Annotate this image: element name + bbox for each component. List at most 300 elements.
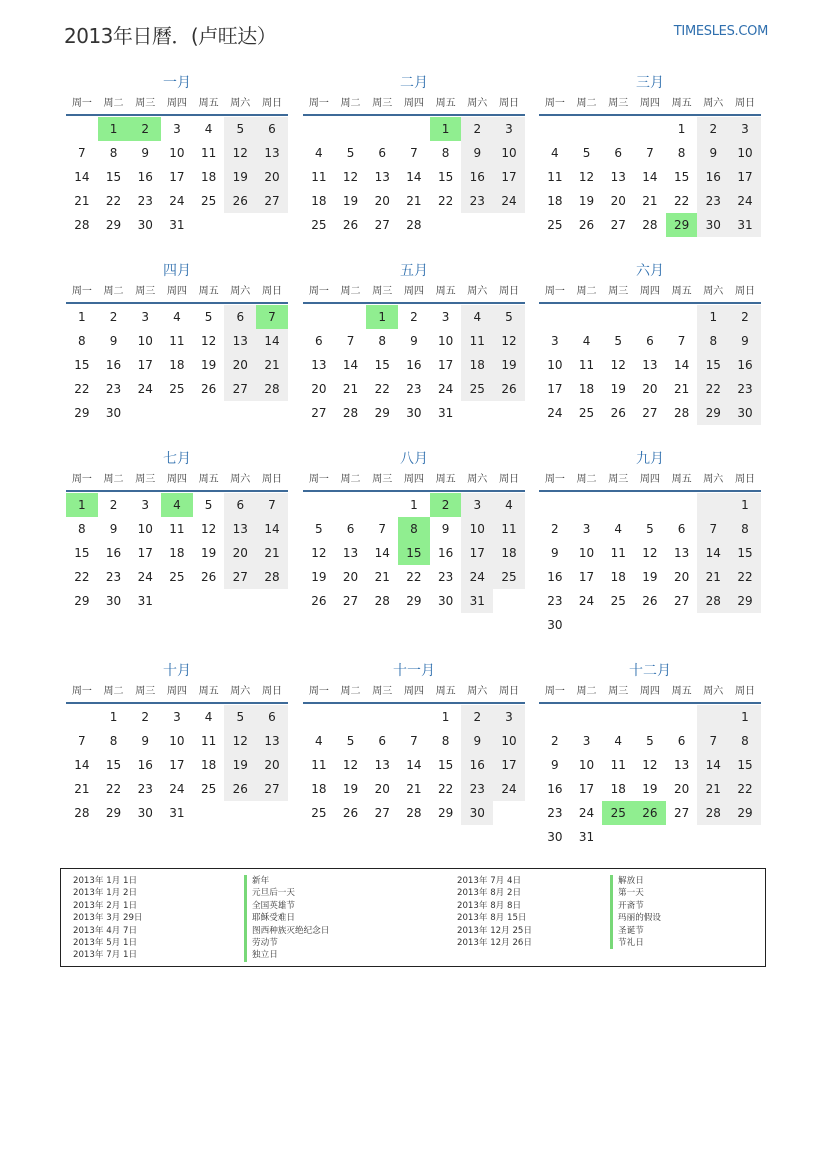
- weekday-label: 周三: [135, 474, 156, 485]
- day-cell: 5: [582, 146, 591, 160]
- month-8: [303, 448, 525, 613]
- day-cell: 8: [78, 522, 86, 536]
- day-cell: 6: [224, 305, 256, 329]
- day-cell: 25: [461, 377, 493, 401]
- weekday-label: 周六: [703, 686, 724, 697]
- holiday-legend: [60, 868, 766, 967]
- day-cell: 1: [109, 710, 118, 724]
- day-cell: 26: [642, 594, 658, 608]
- empty-cell: [366, 493, 398, 517]
- day-cell: 28: [256, 565, 288, 589]
- legend-holiday-name: 圣诞节: [618, 925, 644, 936]
- day-cell: 29: [729, 589, 761, 613]
- day-cell: 14: [642, 170, 658, 184]
- weekday-header: [66, 94, 288, 116]
- weekday-label: 周五: [198, 686, 219, 697]
- day-cell: 30: [105, 406, 122, 420]
- month-12: [539, 660, 761, 849]
- day-cell: 7: [697, 517, 729, 541]
- day-cell: 3: [582, 522, 591, 536]
- weekday-label: 周一: [71, 474, 92, 485]
- day-cell: 15: [437, 170, 454, 184]
- weekday-label: 周一: [71, 286, 92, 297]
- legend-holiday-name: 开斋节: [618, 900, 644, 911]
- day-cell: 28: [256, 377, 288, 401]
- day-cell: 19: [578, 194, 595, 208]
- day-cell: 30: [697, 213, 729, 237]
- day-cell: 23: [461, 777, 493, 801]
- day-cell: 25: [169, 570, 185, 584]
- weekday-label: 周五: [671, 474, 692, 485]
- day-cell: 16: [461, 165, 493, 189]
- day-cell: 13: [256, 141, 288, 165]
- day-cell: 4: [614, 522, 623, 536]
- empty-cell: [697, 705, 729, 729]
- weekday-label: 周五: [198, 474, 219, 485]
- legend-right-dates: [457, 875, 532, 949]
- day-cell: 6: [378, 734, 387, 748]
- day-cell: 2: [461, 117, 493, 141]
- day-cell: 22: [406, 570, 422, 584]
- day-cell: 1: [430, 117, 462, 141]
- day-cell: 12: [224, 729, 256, 753]
- legend-holiday-name: 耶稣受难日: [252, 913, 295, 924]
- day-cell: 23: [105, 382, 122, 396]
- day-cell: 16: [105, 358, 122, 372]
- legend-holiday-name: 全国英雄节: [252, 900, 295, 911]
- weekday-label: 周一: [71, 98, 92, 109]
- day-cell: 10: [578, 546, 595, 560]
- day-cell: 25: [200, 194, 217, 208]
- day-cell: 17: [578, 782, 595, 796]
- day-cell: 11: [200, 734, 217, 748]
- empty-cell: [634, 305, 666, 329]
- day-cell: 20: [311, 382, 327, 396]
- day-cell: 20: [673, 570, 690, 584]
- empty-cell: [602, 117, 634, 141]
- brand-link[interactable]: TIMESLES.COM: [673, 24, 768, 39]
- weekday-label: 周四: [403, 98, 424, 109]
- empty-cell: [539, 305, 571, 329]
- day-cell: 28: [74, 218, 90, 232]
- day-cell: 26: [493, 377, 525, 401]
- day-cell: 10: [729, 141, 761, 165]
- day-cell: 27: [256, 777, 288, 801]
- day-cell: 17: [461, 541, 493, 565]
- day-cell: 23: [105, 570, 122, 584]
- day-cell: 12: [342, 170, 359, 184]
- day-cell: 13: [374, 758, 390, 772]
- day-cell: 10: [169, 734, 185, 748]
- day-cell: 29: [374, 406, 390, 420]
- day-cell: 13: [311, 358, 327, 372]
- day-cell: 12: [642, 546, 658, 560]
- month-5: [303, 260, 525, 425]
- weekday-label: 周二: [576, 686, 597, 697]
- day-cell: 22: [437, 194, 454, 208]
- day-cell: 19: [342, 782, 359, 796]
- empty-cell: [335, 705, 367, 729]
- day-cell: 18: [610, 782, 626, 796]
- empty-cell: [335, 117, 367, 141]
- day-cell: 20: [256, 753, 288, 777]
- empty-cell: [539, 117, 571, 141]
- day-cell: 8: [441, 146, 450, 160]
- weekday-label: 周日: [261, 686, 282, 697]
- day-cell: 11: [200, 146, 217, 160]
- day-cell: 7: [410, 734, 418, 748]
- day-cell: 22: [673, 194, 690, 208]
- weekday-label: 周六: [230, 686, 251, 697]
- weekday-label: 周五: [671, 98, 692, 109]
- day-cell: 13: [224, 329, 256, 353]
- weekday-label: 周三: [608, 286, 629, 297]
- weekday-label: 周五: [435, 98, 456, 109]
- legend-holiday-name: 元旦后一天: [252, 888, 295, 899]
- day-cell: 22: [697, 377, 729, 401]
- day-cell: 24: [169, 782, 185, 796]
- empty-cell: [539, 493, 571, 517]
- day-cell: 24: [137, 570, 153, 584]
- legend-holiday-name: 新年: [252, 876, 270, 886]
- day-cell: 15: [729, 541, 761, 565]
- empty-cell: [303, 493, 335, 517]
- day-cell: 6: [614, 146, 623, 160]
- day-cell: 31: [137, 594, 153, 608]
- day-cell: 21: [697, 777, 729, 801]
- day-cell: 8: [109, 734, 118, 748]
- day-cell: 23: [137, 194, 153, 208]
- day-cell: 7: [697, 729, 729, 753]
- day-cell: 16: [461, 753, 493, 777]
- day-cell: 26: [634, 801, 666, 825]
- day-cell: 9: [141, 146, 150, 160]
- weekday-label: 周六: [703, 474, 724, 485]
- day-cell: 29: [105, 806, 122, 820]
- day-cell: 15: [673, 170, 690, 184]
- day-cell: 26: [200, 570, 217, 584]
- day-cell: 21: [406, 782, 422, 796]
- day-grid: [66, 305, 288, 425]
- day-cell: 27: [224, 377, 256, 401]
- day-cell: 5: [646, 734, 654, 748]
- day-cell: 1: [366, 305, 398, 329]
- day-cell: 8: [78, 334, 86, 348]
- day-cell: 14: [406, 758, 422, 772]
- day-cell: 16: [406, 358, 422, 372]
- day-grid: [539, 705, 761, 849]
- empty-cell: [634, 705, 666, 729]
- day-cell: 20: [374, 782, 390, 796]
- day-cell: 20: [642, 382, 658, 396]
- day-grid: [303, 117, 525, 237]
- day-cell: 25: [169, 382, 185, 396]
- weekday-label: 周二: [103, 474, 124, 485]
- day-cell: 22: [105, 782, 122, 796]
- day-cell: 17: [437, 358, 454, 372]
- day-cell: 8: [378, 334, 387, 348]
- weekday-label: 周三: [608, 98, 629, 109]
- day-cell: 30: [729, 401, 761, 425]
- day-cell: 11: [461, 329, 493, 353]
- day-cell: 17: [137, 546, 153, 560]
- empty-cell: [666, 305, 698, 329]
- month-name: 六月: [636, 263, 664, 279]
- day-cell: 11: [578, 358, 595, 372]
- day-cell: 16: [437, 546, 454, 560]
- day-cell: 8: [109, 146, 118, 160]
- day-cell: 9: [109, 522, 118, 536]
- day-cell: 5: [204, 498, 213, 512]
- day-cell: 17: [729, 165, 761, 189]
- day-cell: 31: [578, 830, 595, 844]
- day-cell: 13: [673, 546, 690, 560]
- day-cell: 5: [493, 305, 525, 329]
- day-cell: 18: [169, 358, 185, 372]
- day-cell: 4: [161, 493, 193, 517]
- weekday-label: 周六: [467, 474, 488, 485]
- day-cell: 2: [461, 705, 493, 729]
- day-cell: 15: [437, 758, 454, 772]
- day-cell: 22: [729, 777, 761, 801]
- day-cell: 29: [729, 801, 761, 825]
- empty-cell: [602, 493, 634, 517]
- day-cell: 5: [646, 522, 654, 536]
- weekday-header: [303, 282, 525, 304]
- month-9: [539, 448, 761, 637]
- day-grid: [66, 117, 288, 237]
- day-cell: 27: [256, 189, 288, 213]
- day-cell: 30: [437, 594, 454, 608]
- weekday-header: [303, 682, 525, 704]
- day-cell: 6: [224, 493, 256, 517]
- month-name: 一月: [163, 75, 191, 91]
- weekday-label: 周二: [576, 98, 597, 109]
- legend-date: 2013年 2月 1日: [73, 900, 138, 911]
- day-cell: 8: [697, 329, 729, 353]
- weekday-header: [66, 470, 288, 492]
- day-cell: 25: [200, 782, 217, 796]
- day-cell: 1: [441, 710, 450, 724]
- legend-date: 2013年 8月 2日: [457, 888, 522, 899]
- month-11: [303, 660, 525, 825]
- day-cell: 29: [666, 213, 698, 237]
- day-cell: 27: [610, 218, 626, 232]
- day-cell: 21: [74, 782, 90, 796]
- day-cell: 2: [697, 117, 729, 141]
- empty-cell: [602, 705, 634, 729]
- weekday-label: 周五: [198, 286, 219, 297]
- day-cell: 29: [105, 218, 122, 232]
- day-cell: 6: [346, 522, 355, 536]
- day-cell: 25: [311, 806, 327, 820]
- day-cell: 30: [406, 406, 422, 420]
- weekday-label: 周二: [576, 286, 597, 297]
- day-cell: 11: [610, 758, 626, 772]
- weekday-label: 周一: [544, 474, 565, 485]
- weekday-label: 周六: [467, 98, 488, 109]
- day-cell: 28: [374, 594, 390, 608]
- day-cell: 1: [677, 122, 686, 136]
- day-cell: 3: [582, 734, 591, 748]
- weekday-label: 周日: [261, 286, 282, 297]
- day-cell: 31: [169, 218, 185, 232]
- day-cell: 15: [398, 541, 430, 565]
- weekday-header: [539, 682, 761, 704]
- day-cell: 13: [342, 546, 359, 560]
- day-cell: 8: [441, 734, 450, 748]
- weekday-header: [539, 470, 761, 492]
- day-cell: 8: [729, 729, 761, 753]
- month-name: 十月: [163, 663, 191, 679]
- legend-holiday-name: 劳动节: [252, 937, 278, 948]
- day-cell: 14: [697, 541, 729, 565]
- day-cell: 6: [677, 522, 686, 536]
- empty-cell: [571, 117, 603, 141]
- day-cell: 15: [105, 758, 122, 772]
- day-cell: 9: [410, 334, 418, 348]
- legend-date: 2013年 3月 29日: [73, 913, 143, 924]
- empty-cell: [66, 705, 98, 729]
- month-name: 九月: [636, 451, 664, 467]
- day-cell: 30: [105, 594, 122, 608]
- weekday-label: 周日: [261, 474, 282, 485]
- weekday-header: [539, 282, 761, 304]
- day-cell: 20: [256, 165, 288, 189]
- empty-cell: [66, 117, 98, 141]
- day-cell: 17: [547, 382, 563, 396]
- weekday-label: 周五: [435, 474, 456, 485]
- day-cell: 4: [173, 310, 181, 324]
- day-cell: 14: [342, 358, 359, 372]
- day-cell: 7: [646, 146, 654, 160]
- day-grid: [539, 117, 761, 237]
- day-cell: 21: [406, 194, 422, 208]
- day-cell: 17: [493, 753, 525, 777]
- day-cell: 18: [578, 382, 595, 396]
- day-cell: 25: [602, 801, 634, 825]
- weekday-label: 周四: [639, 474, 660, 485]
- day-cell: 17: [169, 170, 185, 184]
- day-cell: 1: [66, 493, 98, 517]
- day-cell: 9: [109, 334, 118, 348]
- month-name: 五月: [400, 263, 428, 279]
- day-grid: [539, 493, 761, 637]
- day-cell: 15: [374, 358, 390, 372]
- month-name: 三月: [636, 75, 664, 91]
- empty-cell: [602, 305, 634, 329]
- day-cell: 16: [697, 165, 729, 189]
- weekday-header: [66, 682, 288, 704]
- day-cell: 1: [78, 310, 86, 324]
- weekday-label: 周日: [261, 98, 282, 109]
- weekday-label: 周日: [498, 286, 519, 297]
- day-cell: 13: [256, 729, 288, 753]
- day-cell: 28: [74, 806, 90, 820]
- weekday-label: 周三: [372, 686, 393, 697]
- legend-date: 2013年 12月 25日: [457, 925, 532, 936]
- day-cell: 21: [256, 353, 288, 377]
- day-cell: 20: [224, 541, 256, 565]
- day-cell: 27: [342, 594, 359, 608]
- weekday-label: 周三: [135, 286, 156, 297]
- weekday-label: 周六: [467, 686, 488, 697]
- day-cell: 18: [547, 194, 563, 208]
- weekday-label: 周五: [671, 286, 692, 297]
- day-cell: 16: [137, 758, 153, 772]
- day-cell: 20: [342, 570, 359, 584]
- empty-cell: [366, 705, 398, 729]
- day-cell: 14: [74, 170, 90, 184]
- weekday-label: 周六: [230, 98, 251, 109]
- day-cell: 22: [374, 382, 390, 396]
- empty-cell: [666, 493, 698, 517]
- day-cell: 15: [74, 546, 90, 560]
- day-cell: 7: [256, 305, 288, 329]
- month-1: [66, 72, 288, 237]
- empty-cell: [697, 493, 729, 517]
- weekday-label: 周四: [403, 286, 424, 297]
- day-cell: 26: [610, 406, 626, 420]
- day-cell: 17: [493, 165, 525, 189]
- day-cell: 3: [493, 705, 525, 729]
- day-cell: 10: [547, 358, 563, 372]
- day-cell: 24: [461, 565, 493, 589]
- weekday-label: 周四: [166, 686, 187, 697]
- legend-left-names: [244, 875, 329, 962]
- day-cell: 18: [200, 170, 217, 184]
- weekday-label: 周日: [498, 686, 519, 697]
- day-cell: 29: [74, 406, 90, 420]
- weekday-label: 周六: [467, 286, 488, 297]
- weekday-header: [539, 94, 761, 116]
- day-cell: 14: [74, 758, 90, 772]
- day-cell: 4: [204, 710, 213, 724]
- day-cell: 4: [614, 734, 623, 748]
- day-cell: 26: [342, 218, 359, 232]
- empty-cell: [634, 117, 666, 141]
- day-cell: 26: [200, 382, 217, 396]
- day-cell: 19: [200, 546, 217, 560]
- empty-cell: [666, 705, 698, 729]
- day-cell: 7: [78, 734, 86, 748]
- day-cell: 23: [137, 782, 153, 796]
- day-cell: 15: [105, 170, 122, 184]
- weekday-label: 周三: [372, 474, 393, 485]
- day-cell: 6: [646, 334, 654, 348]
- day-cell: 11: [311, 758, 327, 772]
- weekday-label: 周六: [703, 98, 724, 109]
- day-cell: 1: [410, 498, 418, 512]
- weekday-label: 周二: [576, 474, 597, 485]
- day-cell: 18: [610, 570, 626, 584]
- day-cell: 27: [374, 806, 390, 820]
- day-cell: 25: [578, 406, 595, 420]
- day-cell: 1: [729, 493, 761, 517]
- day-cell: 7: [378, 522, 387, 536]
- day-cell: 24: [578, 594, 595, 608]
- weekday-label: 周四: [639, 686, 660, 697]
- day-cell: 7: [256, 493, 288, 517]
- weekday-label: 周日: [498, 98, 519, 109]
- day-grid: [303, 305, 525, 425]
- day-cell: 8: [398, 517, 430, 541]
- weekday-header: [303, 94, 525, 116]
- day-cell: 28: [342, 406, 359, 420]
- day-cell: 5: [224, 117, 256, 141]
- day-cell: 10: [137, 334, 153, 348]
- weekday-label: 周二: [103, 98, 124, 109]
